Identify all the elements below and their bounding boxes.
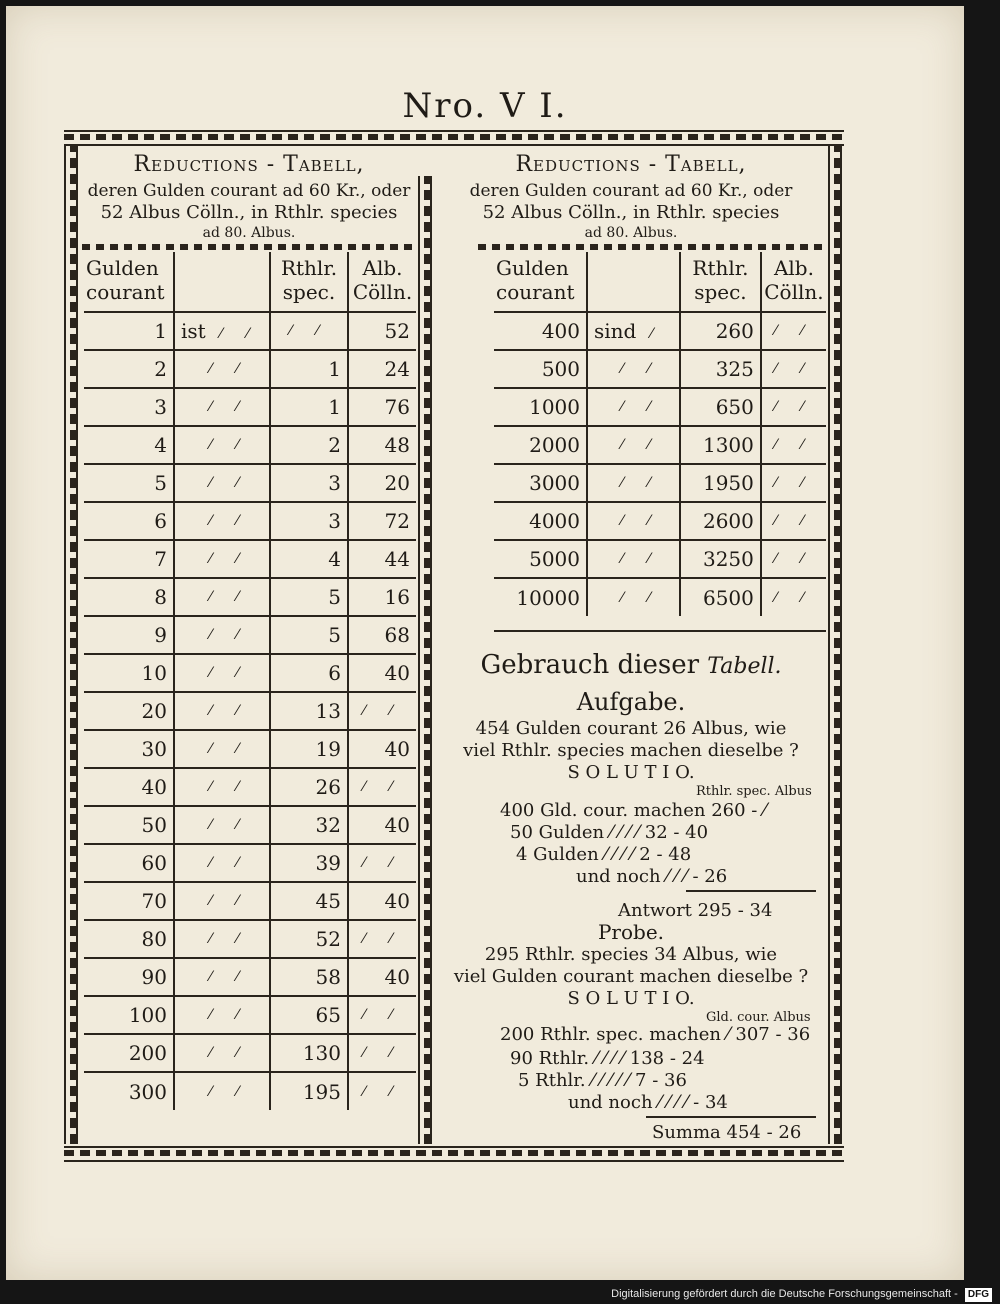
left-cell-ditto-marks: ⁄ ⁄ [209, 513, 249, 529]
left-row [84, 996, 416, 1034]
solution-2-sum-rule [646, 1116, 816, 1118]
right-reduction-table [494, 252, 826, 616]
right-cell-albus: ⁄ ⁄ [761, 426, 826, 464]
task-line-1: 454 Gulden courant 26 Albus, wie [475, 718, 787, 739]
right-cell-albus: ⁄ ⁄ [761, 502, 826, 540]
left-cell-verb [174, 844, 270, 882]
left-cell-rthlr: ⁄ ⁄ [270, 312, 348, 350]
left-cell-albus: ⁄ ⁄ [348, 692, 416, 730]
left-row [84, 920, 416, 958]
left-table-subtitle-2: 52 Albus Cölln., in Rthlr. species [100, 202, 398, 223]
left-cell-ditto-marks: ⁄ ⁄ [209, 969, 249, 985]
left-cell-ditto-marks: ⁄ ⁄ [209, 437, 249, 453]
right-cell-ditto-marks: ⁄ ⁄ [620, 399, 661, 415]
right-row [494, 502, 826, 540]
right-cell-ditto-marks: ⁄ ⁄ [620, 551, 661, 567]
left-row [84, 1034, 416, 1072]
left-cell-gulden: 3 [84, 388, 174, 426]
left-cell-rthlr: 5 [270, 578, 348, 616]
left-cell-albus: 40 [348, 882, 416, 920]
bottom-ornament-border [64, 1146, 844, 1162]
left-cell-gulden: 200 [84, 1034, 174, 1072]
right-cell-gulden: 2000 [494, 426, 587, 464]
left-cell-albus: 48 [348, 426, 416, 464]
left-cell-rthlr: 45 [270, 882, 348, 920]
left-cell-albus: 68 [348, 616, 416, 654]
solution-1-line-4: und noch ⁄ ⁄ ⁄ - 26 [576, 866, 728, 887]
right-row [494, 426, 826, 464]
usage-heading [436, 650, 826, 680]
top-ornament-border [64, 130, 844, 146]
left-cell-ditto-marks: ⁄ ⁄ [209, 475, 249, 491]
left-cell-ditto-marks: ⁄ ⁄ [209, 817, 249, 833]
right-row [494, 350, 826, 388]
left-row [84, 882, 416, 920]
left-cell-gulden: 7 [84, 540, 174, 578]
solution-1-sum-rule [686, 890, 816, 892]
left-header-blank [174, 252, 270, 312]
solution-1-columns: Rthlr. spec. Albus [696, 784, 812, 799]
left-cell-gulden: 100 [84, 996, 174, 1034]
left-cell-rthlr: 65 [270, 996, 348, 1034]
solution-2-line-3: 5 Rthlr. ⁄ ⁄ ⁄ ⁄ ⁄ 7 - 36 [518, 1070, 687, 1091]
left-cell-rthlr: 3 [270, 464, 348, 502]
left-cell-rthlr: 52 [270, 920, 348, 958]
left-cell-rthlr: 130 [270, 1034, 348, 1072]
left-table-title: Reductions - Tabell, [133, 152, 365, 177]
left-cell-albus: 52 [348, 312, 416, 350]
left-cell-albus: 72 [348, 502, 416, 540]
right-table-subtitle-2: 52 Albus Cölln., in Rthlr. species [482, 202, 780, 223]
right-cell-verb [587, 540, 680, 578]
left-cell-gulden: 70 [84, 882, 174, 920]
solution-2-line-4: und noch ⁄ ⁄ ⁄ ⁄ - 34 [568, 1092, 728, 1113]
right-header-blank [587, 252, 680, 312]
left-cell-ditto-marks: ⁄ ⁄ [209, 627, 249, 643]
left-cell-gulden: 20 [84, 692, 174, 730]
left-cell-gulden: 2 [84, 350, 174, 388]
left-row [84, 426, 416, 464]
left-row [84, 350, 416, 388]
left-cell-albus: 40 [348, 806, 416, 844]
right-cell-gulden: 5000 [494, 540, 587, 578]
left-cell-verb [174, 958, 270, 996]
right-cell-gulden: 500 [494, 350, 587, 388]
right-cell-rthlr: 260 [680, 312, 761, 350]
right-cell-verb [587, 388, 680, 426]
left-header-rule [82, 244, 416, 250]
left-cell-gulden: 6 [84, 502, 174, 540]
right-header-rthlr: Rthlr. spec. [680, 252, 761, 312]
left-row [84, 464, 416, 502]
left-cell-rthlr: 3 [270, 502, 348, 540]
right-cell-ditto-marks: ⁄ ⁄ [620, 589, 661, 606]
left-cell-albus: 44 [348, 540, 416, 578]
left-cell-gulden: 90 [84, 958, 174, 996]
left-row [84, 616, 416, 654]
left-cell-albus: 76 [348, 388, 416, 426]
left-row [84, 958, 416, 996]
left-cell-ditto-marks: ⁄ ⁄ [209, 589, 249, 605]
left-cell-gulden: 50 [84, 806, 174, 844]
right-cell-verb [587, 312, 680, 350]
left-cell-verb [174, 464, 270, 502]
left-table-subtitle-3: ad 80. Albus. [202, 225, 296, 241]
left-cell-ditto-marks: ⁄ ⁄ [209, 1045, 249, 1061]
solution-1-line-1: 400 Gld. cour. machen 260 - ⁄ [500, 800, 767, 821]
left-cell-rthlr: 58 [270, 958, 348, 996]
solutio-2: S O L U T I O. [567, 988, 695, 1009]
left-cell-albus: ⁄ ⁄ [348, 844, 416, 882]
left-cell-ditto-marks: ⁄ ⁄ [209, 1007, 249, 1023]
left-row [84, 692, 416, 730]
left-cell-ditto-marks: ⁄ ⁄ [209, 551, 249, 567]
left-cell-verb [174, 1034, 270, 1072]
right-cell-ditto-marks: ⁄ ⁄ [620, 475, 661, 491]
left-reduction-table [84, 252, 416, 1110]
task-title: Aufgabe. [576, 688, 686, 716]
left-cell-rthlr: 2 [270, 426, 348, 464]
left-table-subtitle-1: deren Gulden courant ad 60 Kr., oder [87, 181, 411, 201]
right-cell-gulden: 400 [494, 312, 587, 350]
right-cell-ditto-marks: ⁄ ⁄ [620, 361, 661, 377]
left-cell-albus: ⁄ ⁄ [348, 1034, 416, 1072]
footer-text: Digitalisierung gefördert durch die Deutsche Forschungsgemeinschaft - [611, 1288, 958, 1300]
solution-2-line-2: 90 Rthlr. ⁄ ⁄ ⁄ ⁄ 138 - 24 [510, 1048, 705, 1069]
left-header-rthlr: Rthlr. spec. [270, 252, 348, 312]
left-cell-rthlr: 195 [270, 1072, 348, 1110]
left-cell-verb [174, 692, 270, 730]
left-cell-albus: ⁄ ⁄ [348, 1072, 416, 1110]
left-header-albus: Alb. Cölln. [348, 252, 416, 312]
right-row [494, 312, 826, 350]
left-row [84, 844, 416, 882]
solution-2-columns: Gld. cour. Albus [706, 1010, 811, 1025]
left-cell-ditto-marks: ⁄ ⁄ [209, 893, 249, 909]
left-row [84, 312, 416, 350]
right-table-title: Reductions - Tabell, [515, 152, 747, 177]
right-cell-albus: ⁄ ⁄ [761, 578, 826, 616]
dfg-logo: DFG [965, 1288, 992, 1302]
right-row [494, 540, 826, 578]
left-cell-rthlr: 4 [270, 540, 348, 578]
right-cell-rthlr: 3250 [680, 540, 761, 578]
solution-1-line-2: 50 Gulden ⁄ ⁄ ⁄ ⁄ 32 - 40 [510, 822, 709, 843]
right-table-bottom-rule [494, 630, 826, 632]
left-cell-albus: 40 [348, 654, 416, 692]
left-cell-albus: ⁄ ⁄ [348, 768, 416, 806]
right-cell-gulden: 3000 [494, 464, 587, 502]
left-header-gulden: Gulden courant [86, 256, 165, 304]
left-cell-verb [174, 768, 270, 806]
left-cell-verb [174, 996, 270, 1034]
left-cell-verb [174, 540, 270, 578]
right-cell-ditto-marks: ⁄ ⁄ [620, 437, 661, 453]
left-row [84, 730, 416, 768]
solution-1-line-3: 4 Gulden ⁄ ⁄ ⁄ ⁄ 2 - 48 [516, 844, 692, 865]
left-cell-gulden: 80 [84, 920, 174, 958]
left-cell-ditto-marks: ⁄ ⁄ [209, 361, 249, 377]
left-cell-verb [174, 806, 270, 844]
right-cell-gulden: 10000 [494, 578, 587, 616]
left-cell-verb [174, 578, 270, 616]
left-cell-albus: 20 [348, 464, 416, 502]
left-cell-gulden: 9 [84, 616, 174, 654]
right-cell-rthlr: 6500 [680, 578, 761, 616]
right-cell-rthlr: 650 [680, 388, 761, 426]
left-cell-verb [174, 312, 270, 350]
left-cell-rthlr: 39 [270, 844, 348, 882]
right-cell-albus: ⁄ ⁄ [761, 540, 826, 578]
page-title: Nro. V I. [402, 86, 568, 126]
right-cell-rthlr: 325 [680, 350, 761, 388]
left-cell-rthlr: 19 [270, 730, 348, 768]
left-cell-ditto-marks: ⁄ ⁄ [209, 931, 249, 947]
left-row [84, 1072, 416, 1110]
task-line-2: viel Rthlr. species machen dieselbe ? [463, 740, 799, 761]
left-cell-verb [174, 730, 270, 768]
left-cell-verb [174, 388, 270, 426]
answer-line: Antwort 295 - 34 [618, 900, 773, 921]
right-header-albus: Alb. Cölln. [761, 252, 826, 312]
right-cell-albus: ⁄ ⁄ [761, 312, 826, 350]
left-cell-gulden: 8 [84, 578, 174, 616]
right-cell-verb-word: sind [594, 319, 637, 343]
right-cell-rthlr: 1950 [680, 464, 761, 502]
left-row [84, 388, 416, 426]
left-row [84, 578, 416, 616]
left-cell-albus: ⁄ ⁄ [348, 996, 416, 1034]
right-table-subtitle-1: deren Gulden courant ad 60 Kr., oder [469, 181, 793, 201]
right-cell-rthlr: 1300 [680, 426, 761, 464]
left-cell-verb [174, 616, 270, 654]
right-cell-verb [587, 426, 680, 464]
probe-line-1: 295 Rthlr. species 34 Albus, wie [484, 944, 778, 965]
left-cell-verb [174, 882, 270, 920]
left-cell-ditto-marks: ⁄ ⁄ [209, 779, 249, 795]
left-cell-albus: 24 [348, 350, 416, 388]
left-row [84, 768, 416, 806]
left-cell-ditto-marks: ⁄ ⁄ [209, 1083, 249, 1100]
left-cell-gulden: 1 [84, 312, 174, 350]
right-row [494, 388, 826, 426]
usage-heading-text: Gebrauch dieser [480, 650, 700, 680]
right-cell-gulden: 4000 [494, 502, 587, 540]
probe-line-2: viel Gulden courant machen dieselbe ? [453, 966, 809, 987]
left-row [84, 502, 416, 540]
right-cell-ditto-marks: ⁄ ⁄ [620, 513, 661, 529]
right-cell-verb [587, 578, 680, 616]
left-cell-gulden: 30 [84, 730, 174, 768]
right-row [494, 464, 826, 502]
left-cell-albus: ⁄ ⁄ [348, 920, 416, 958]
left-cell-ditto-marks: ⁄ ⁄ [219, 326, 259, 342]
right-cell-verb [587, 464, 680, 502]
left-row [84, 654, 416, 692]
left-row [84, 540, 416, 578]
right-cell-albus: ⁄ ⁄ [761, 388, 826, 426]
left-cell-ditto-marks: ⁄ ⁄ [209, 855, 249, 871]
probe-title: Probe. [597, 920, 665, 944]
left-cell-ditto-marks: ⁄ ⁄ [209, 703, 249, 719]
left-cell-albus: 16 [348, 578, 416, 616]
left-cell-verb [174, 654, 270, 692]
digitization-footer [0, 1284, 1000, 1304]
right-cell-rthlr: 2600 [680, 502, 761, 540]
left-row [84, 806, 416, 844]
right-cell-ditto-marks: ⁄ [650, 326, 663, 342]
usage-heading-italic: Tabell. [707, 654, 782, 679]
left-cell-rthlr: 13 [270, 692, 348, 730]
solution-2-line-1: 200 Rthlr. spec. machen ⁄ 307 - 36 [500, 1024, 811, 1045]
left-cell-rthlr: 5 [270, 616, 348, 654]
left-cell-verb [174, 502, 270, 540]
right-ornament-border [828, 146, 842, 1144]
left-cell-gulden: 10 [84, 654, 174, 692]
left-cell-rthlr: 32 [270, 806, 348, 844]
summa-line: Summa 454 - 26 [652, 1122, 802, 1143]
left-cell-gulden: 40 [84, 768, 174, 806]
left-cell-verb [174, 1072, 270, 1110]
left-cell-rthlr: 6 [270, 654, 348, 692]
left-cell-albus: 40 [348, 730, 416, 768]
left-cell-gulden: 5 [84, 464, 174, 502]
left-cell-albus: 40 [348, 958, 416, 996]
right-cell-verb [587, 502, 680, 540]
right-header-rule [478, 244, 826, 250]
left-cell-verb [174, 426, 270, 464]
right-cell-albus: ⁄ ⁄ [761, 464, 826, 502]
middle-ornament-border [418, 176, 432, 1144]
right-cell-verb [587, 350, 680, 388]
right-table-subtitle-3: ad 80. Albus. [584, 225, 678, 241]
solutio-1: S O L U T I O. [567, 762, 695, 783]
left-ornament-border [64, 146, 78, 1144]
right-cell-gulden: 1000 [494, 388, 587, 426]
left-cell-gulden: 60 [84, 844, 174, 882]
left-cell-verb [174, 350, 270, 388]
book-page [6, 6, 964, 1280]
right-cell-albus: ⁄ ⁄ [761, 350, 826, 388]
left-cell-verb [174, 920, 270, 958]
left-cell-gulden: 4 [84, 426, 174, 464]
right-header-gulden: Gulden courant [496, 256, 575, 304]
left-cell-rthlr: 1 [270, 350, 348, 388]
left-cell-ditto-marks: ⁄ ⁄ [209, 399, 249, 415]
left-cell-ditto-marks: ⁄ ⁄ [209, 665, 249, 681]
left-cell-rthlr: 1 [270, 388, 348, 426]
left-cell-gulden: 300 [84, 1072, 174, 1110]
left-cell-ditto-marks: ⁄ ⁄ [209, 741, 249, 757]
left-cell-verb-word: ist [181, 319, 206, 343]
left-cell-rthlr: 26 [270, 768, 348, 806]
right-row [494, 578, 826, 616]
